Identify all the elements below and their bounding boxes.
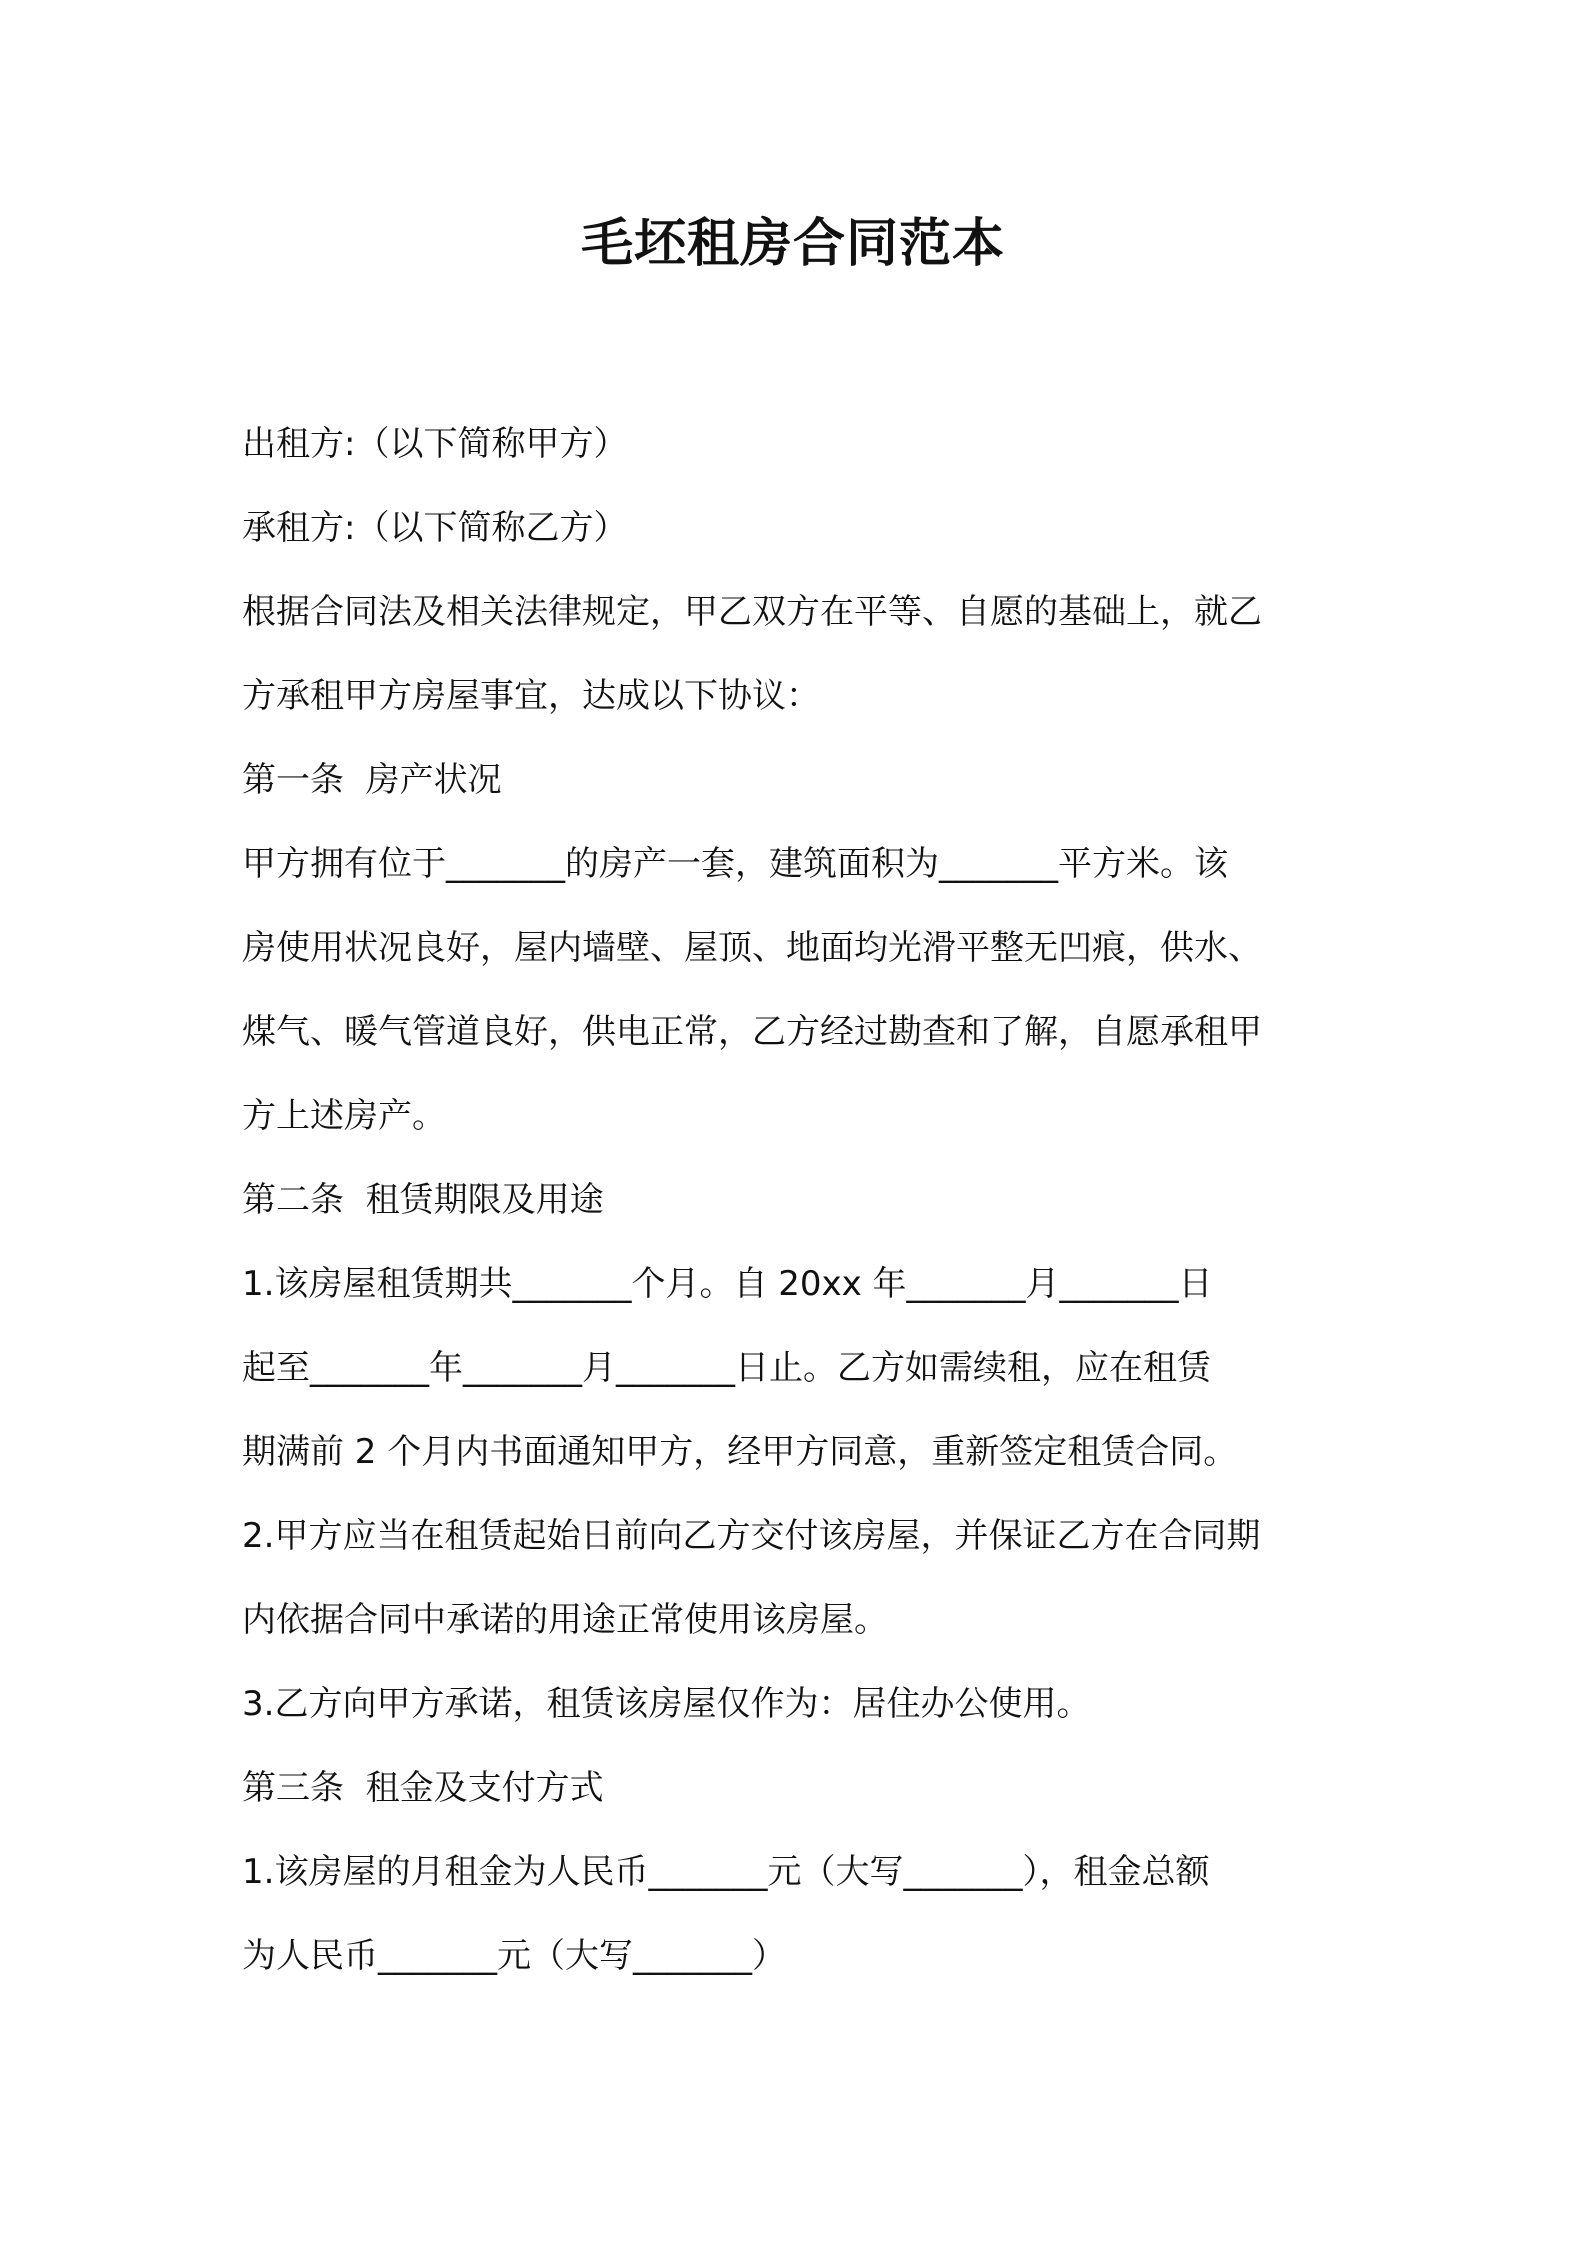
article-2-clause-1-line-2: 起至_______年_______月_______日止。乙方如需续租，应在租赁	[242, 1348, 1211, 1388]
article-1-line-2: 房使用状况良好，屋内墙壁、屋顶、地面均光滑平整无凹痕，供水、	[242, 928, 1262, 968]
article-2-clause-3: 3.乙方向甲方承诺，租赁该房屋仅作为：居住办公使用。	[242, 1684, 1091, 1724]
preamble-line-2: 方承租甲方房屋事宜，达成以下协议：	[242, 676, 820, 716]
party-a-line: 出租方:（以下简称甲方）	[242, 424, 628, 464]
article-2-clause-2-line-1: 2.甲方应当在租赁起始日前向乙方交付该房屋，并保证乙方在合同期	[242, 1516, 1261, 1556]
article-3-clause-1-line-1: 1.该房屋的月租金为人民币_______元（大写_______），租金总额	[242, 1852, 1210, 1892]
article-2-clause-1-line-1: 1.该房屋租赁期共_______个月。自 20xx 年_______月_______日	[242, 1264, 1213, 1304]
article-1-line-3: 煤气、暖气管道良好，供电正常，乙方经过勘查和了解，自愿承租甲	[242, 1012, 1262, 1052]
article-1-line-4: 方上述房产。	[242, 1096, 446, 1136]
article-2-heading: 第二条 租赁期限及用途	[242, 1180, 604, 1220]
preamble-line-1: 根据合同法及相关法律规定，甲乙双方在平等、自愿的基础上，就乙	[242, 592, 1262, 632]
party-b-line: 承租方:（以下简称乙方）	[242, 508, 628, 548]
article-2-clause-2-line-2: 内依据合同中承诺的用途正常使用该房屋。	[242, 1600, 888, 1640]
document-title: 毛坯租房合同范本	[580, 214, 1005, 274]
article-3-heading: 第三条 租金及支付方式	[242, 1768, 604, 1808]
document-body	[242, 402, 1352, 1998]
article-1-heading: 第一条 房产状况	[242, 760, 502, 800]
article-3-clause-1-line-2: 为人民币_______元（大写_______）	[242, 1936, 786, 1976]
article-1-line-1: 甲方拥有位于_______的房产一套，建筑面积为_______平方米。该	[242, 844, 1228, 884]
article-2-clause-1-line-3: 期满前 2 个月内书面通知甲方，经甲方同意，重新签定租赁合同。	[242, 1432, 1238, 1472]
